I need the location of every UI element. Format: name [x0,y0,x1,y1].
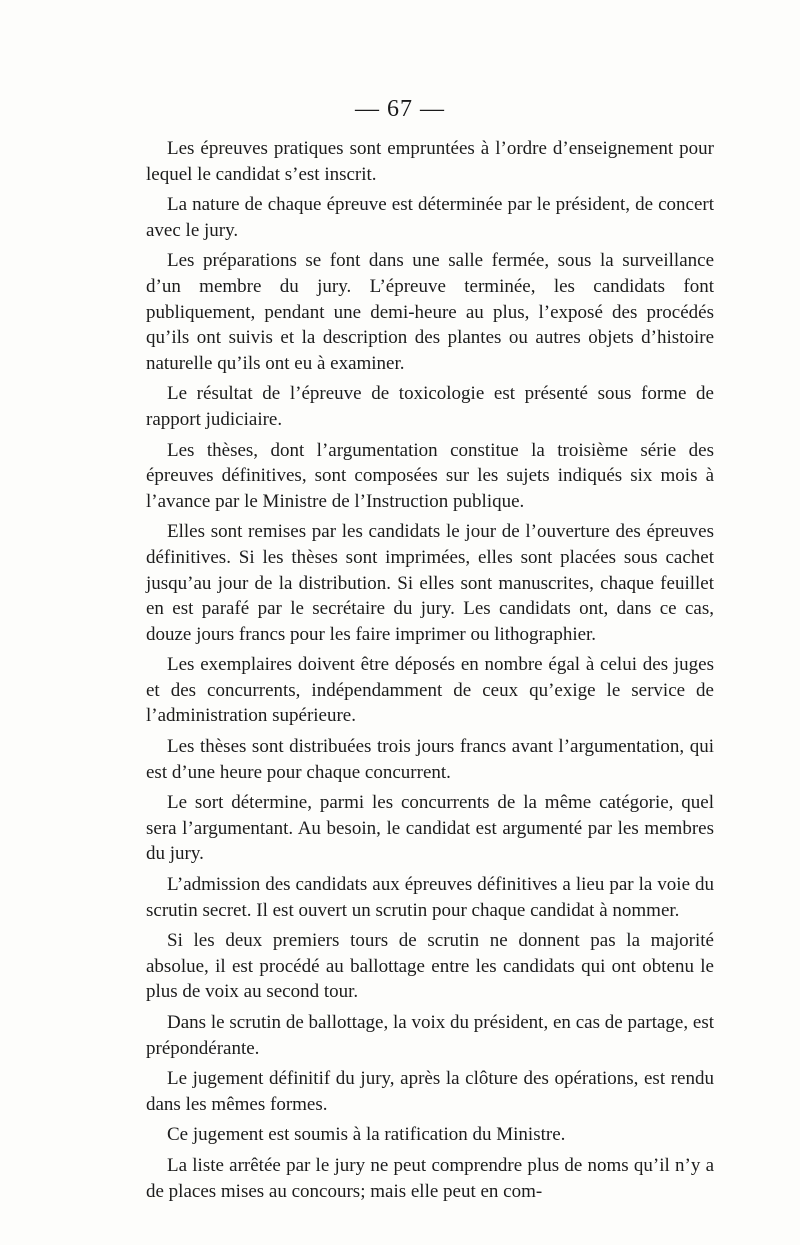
paragraph: La liste arrêtée par le jury ne peut comprendre plus de noms qu’il n’y a de places mises au concours; mais elle peut en com- [146,1154,714,1202]
paragraph: Ce jugement est soumis à la ratification du Ministre. [167,1124,566,1146]
page-number: — 67 — [355,96,445,122]
paragraph: Les thèses sont distribuées trois jours francs avant l’argumentation, qui est d’une heure pour chaque concurrent. [146,736,714,783]
paragraph: Le sort détermine, parmi les concurrents de la même catégorie, quel sera l’argumentant. Au besoin, le candidat est argumenté par les membres du jury. [146,792,714,865]
paragraph: Les exemplaires doivent être déposés en nombre égal à celui des juges et des concurrents, indépendamment de ceux qu’exige le service de l’administration supérieure. [146,654,714,727]
paragraph: Le jugement définitif du jury, après la clôture des opérations, est rendu dans les mêmes formes. [146,1068,714,1115]
paragraph: Les thèses, dont l’argumentation constitue la troisième série des épreuves définitives, sont composées sur les sujets indiqués six mois à l’avance par le Ministre de l’Instruction publique. [146,439,714,512]
paragraph: Elles sont remises par les candidats le jour de l’ouverture des épreuves définitives. Si les thèses sont imprimées, elles sont placées sous cachet jusqu’au jour de la distribution. Si elles sont manuscrites, chaque feuillet en est parafé par le secrétaire du jury. Les candidats ont, dans ce cas, douze jours francs pour les faire imprimer ou lithographier. [146,521,714,645]
paragraph: L’admission des candidats aux épreuves définitives a lieu par la voie du scrutin secret. Il est ouvert un scrutin pour chaque candidat à nommer. [146,874,714,921]
body-text [146,136,714,1209]
paragraph: Les épreuves pratiques sont empruntées à l’ordre d’enseignement pour lequel le candidat s’est inscrit. [146,138,714,185]
paragraph: Dans le scrutin de ballottage, la voix du président, en cas de partage, est prépondérante. [146,1012,714,1059]
paragraph: Le résultat de l’épreuve de toxicologie est présenté sous forme de rapport judiciaire. [146,383,714,430]
paragraph: Si les deux premiers tours de scrutin ne donnent pas la majorité absolue, il est procédé au ballottage entre les candidats qui ont obtenu le plus de voix au second tour. [146,930,714,1003]
paragraph: Les préparations se font dans une salle fermée, sous la surveillance d’un membre du jury. L’épreuve terminée, les candidats font publiquement, pendant une demi-heure au plus, l’exposé des procédés qu’ils ont suivis et la description des plantes ou autres objets d’histoire naturelle qu’ils ont eu à examiner. [146,250,714,374]
paragraph: La nature de chaque épreuve est déterminée par le président, de concert avec le jury. [146,194,714,241]
